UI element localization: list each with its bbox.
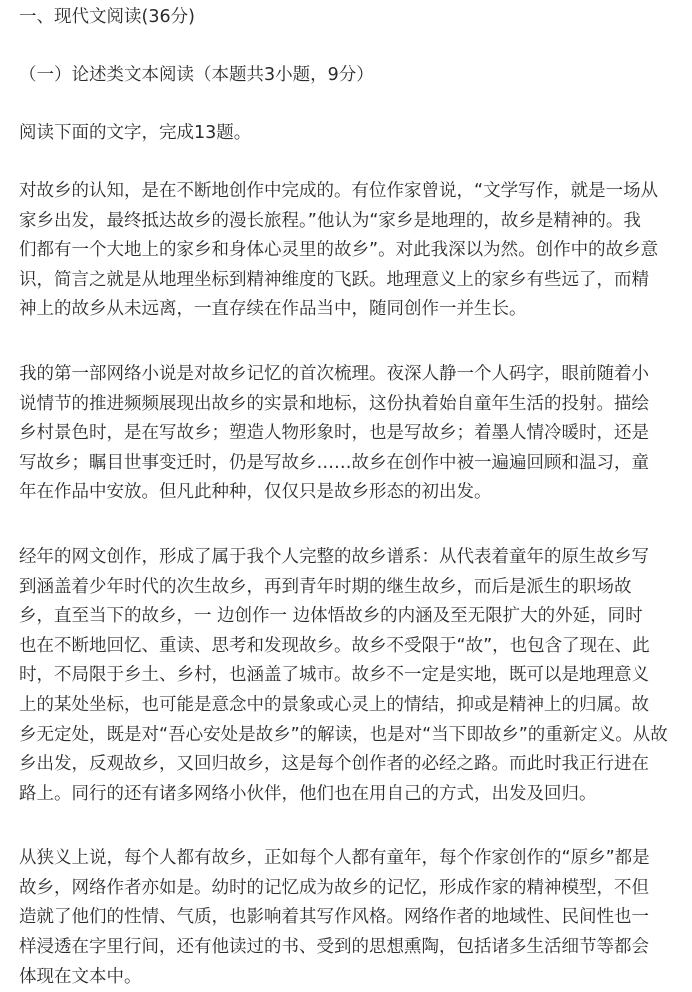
- paragraph-line: 从狭义上说，每个人都有故乡，正如每个人都有童年，每个作家创作的“原乡”都是: [19, 848, 650, 869]
- paragraph-line: 识，简言之就是从地理坐标到精神维度的飞跃。地理意义上的家乡有些远了，而精: [19, 269, 649, 290]
- paragraph-line: 也在不断地回忆、重读、思考和发现故乡。故乡不受限于“故”，也包含了现在、此: [19, 635, 650, 656]
- paragraph-line: 造就了他们的性情、气质，也影响着其写作风格。网络作者的地域性、民间性也一: [19, 907, 649, 928]
- paragraph-line: 对故乡的认知，是在不断地创作中完成的。有位作家曾说，“文学写作，就是一场从: [19, 181, 659, 201]
- paragraph-line: 经年的网文创作，形成了属于我个人完整的故乡谱系：从代表着童年的原生故乡写: [19, 546, 649, 567]
- section-title: 一、现代文阅读(36分): [19, 7, 195, 27]
- paragraph-line: 乡，直至当下的故乡，一 边创作一 边体悟故乡的内涵及至无限扩大的外延，同时: [19, 606, 643, 627]
- paragraph-line: 路上。同行的还有诸多网络小伙伴，他们也在用自己的方式，出发及回归。: [19, 783, 597, 804]
- paragraph-line: 乡无定处，既是对“吾心安处是故乡”的解读，也是对“当下即故乡”的重新定义。从故: [19, 724, 668, 745]
- paragraph-line: 年在作品中安放。但凡此种种，仅仅只是故乡形态的初出发。: [19, 482, 492, 503]
- paragraph-line: 写故乡；瞩目世事变迁时，仍是写故乡……故乡在创作中被一遍遍回顾和温习，童: [19, 452, 649, 473]
- paragraph-4: [19, 844, 688, 992]
- paragraph-line: 神上的故乡从未远离，一直存续在作品当中，随同创作一并生长。: [19, 299, 527, 320]
- paragraph-line: 上的某处坐标，也可能是意念中的景象或心灵上的情结，抑或是精神上的归属。故: [19, 694, 649, 715]
- paragraph-line: 乡出发，反观故乡，又回归故乡，这是每个创作者的必经之路。而此时我正行进在: [19, 754, 649, 775]
- paragraph-line: 们都有一个大地上的家乡和身体心灵里的故乡”。对此我深以为然。创作中的故乡意: [19, 240, 659, 261]
- paragraph-2: [19, 360, 688, 508]
- paragraph-line: 故乡，网络作者亦如是。幼时的记忆成为故乡的记忆，形成作家的精神模型，不但: [19, 877, 649, 898]
- paragraph-1: [19, 177, 688, 325]
- paragraph-line: 说情节的推进频频展现出故乡的实景和地标，这份执着始自童年生活的投射。描绘: [19, 393, 649, 414]
- paragraph-3: [19, 543, 688, 809]
- paragraph-line: 到涵盖着少年时代的次生故乡，再到青年时期的继生故乡，而后是派生的职场故: [19, 576, 632, 597]
- subsection-title: （一）论述类文本阅读（本题共3小题，9分）: [19, 65, 374, 85]
- paragraph-line: 样浸透在字里行间，还有他读过的书、受到的思想熏陶，包括诸多生活细节等都会: [19, 937, 649, 958]
- paragraph-line: 体现在文本中。: [19, 966, 142, 987]
- instruction-text: 阅读下面的文字，完成13题。: [19, 123, 252, 143]
- paragraph-line: 我的第一部网络小说是对故乡记忆的首次梳理。夜深人静一个人码字，眼前随着小: [19, 363, 649, 384]
- paragraph-line: 乡村景色时，是在写故乡；塑造人物形象时，也是写故乡；着墨人情冷暖时，还是: [19, 423, 649, 444]
- paragraph-line: 时，不局限于乡土、乡村，也涵盖了城市。故乡不一定是实地，既可以是地理意义: [19, 665, 649, 686]
- paragraph-line: 家乡出发，最终抵达故乡的漫长旅程。”他认为“家乡是地理的，故乡是精神的。我: [19, 210, 641, 231]
